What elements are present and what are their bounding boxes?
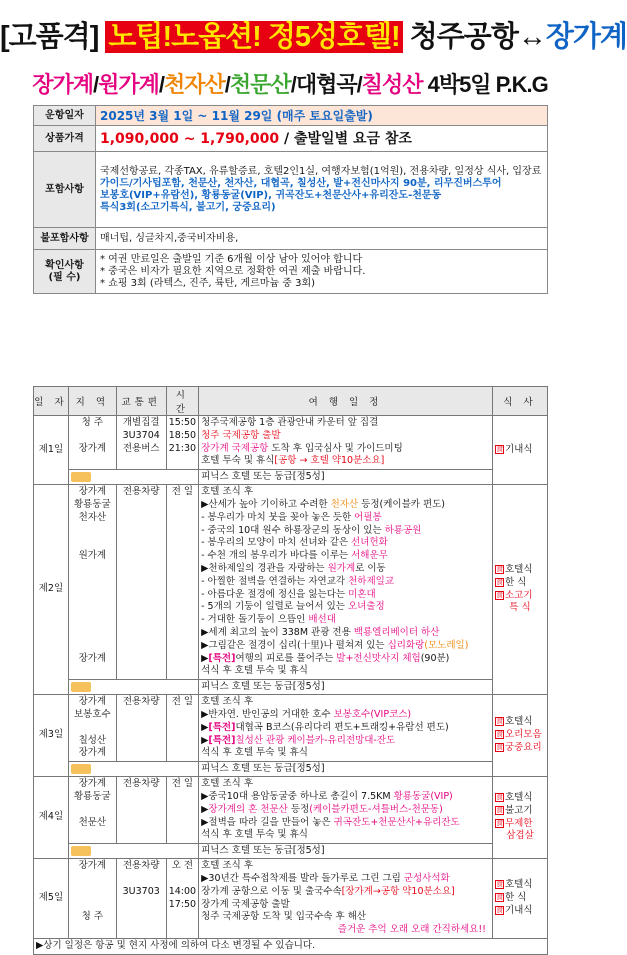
subtitle-part: 4박5일 P.K.G (422, 72, 548, 97)
itinerary-note: (VIP코스) (370, 708, 412, 720)
itinerary-text: 등정(케이블카 편도) (358, 498, 446, 510)
incl-label: 포함사항 (34, 152, 96, 228)
itinerary-highlight: 오녀출정 (348, 601, 385, 613)
day-label: 제4일 (34, 777, 69, 859)
itinerary-highlight: 황룡동굴(VIP) (393, 790, 453, 802)
incl-line: 국제선항공료, 각종TAX, 유류할증료, 호텔2인1실, 여행자보험(1억원), 전용차량, 일정상 식사, 입장료 (100, 165, 542, 177)
transport: 3U3703 (122, 885, 160, 897)
day-label: 제3일 (34, 695, 69, 777)
meal-icon: 食 (495, 805, 503, 814)
region: 칠성산 (78, 734, 107, 746)
hotel-icon (71, 682, 91, 692)
closing-message: 즐거운 추억 오래 오래 간직하세요!! (337, 924, 486, 936)
price-value: 1,090,000 ~ 1,790,000 (100, 130, 280, 147)
title-route-b: 장가계 (545, 21, 627, 53)
excl-value: 매너팁, 싱글차지,중국비자비용, (96, 228, 548, 250)
time: 전 일 (166, 695, 198, 762)
itinerary-text: 호텔 투숙 및 휴식 (201, 455, 275, 467)
meal-icon: 食 (495, 818, 503, 827)
col-header-transport: 교통편 (116, 387, 166, 416)
itinerary-highlight: 칠성산 관광 케이블카-유리전망대-잔도 (235, 734, 396, 746)
itinerary-line: 석식 후 호텔 투숙 및 휴식 (201, 829, 308, 841)
itinerary-text: ▶30년간 특수접착제를 발라 돌가루로 그린 그림 (201, 872, 404, 884)
region: 황룡동굴 (73, 498, 111, 510)
check-item: * 여권 만료일은 출발일 기준 6개월 이상 남아 있어야 합니다 (100, 253, 363, 265)
date-label: 운항일자 (34, 106, 96, 126)
region: 장가계 (78, 652, 107, 664)
meal-note: 삼겹살 (506, 830, 534, 842)
title-highlight: 노팁!노옵션! 정5성호텔! (105, 21, 402, 53)
check-item: * 중국은 비자가 필요한 지역으로 정확한 여권 제출 바랍니다. (100, 265, 366, 277)
subtitle-part: / (93, 72, 99, 97)
itinerary-note: [공항 → 호텔 약10분소요] (274, 455, 385, 467)
region (71, 576, 114, 589)
incl-line: 특식3회(소고기특식, 불고기, 궁중요리) (100, 201, 276, 213)
region: 황룡동굴 (73, 790, 111, 802)
region: 천문산 (78, 816, 107, 828)
region: 청 주 (81, 911, 104, 923)
region-list (68, 485, 116, 680)
itinerary-highlight: 보봉호수 (333, 708, 371, 720)
itinerary-text: (유리다리 편도+트래킹+유람선 편도) (290, 721, 449, 733)
hotel-icon (71, 764, 91, 774)
hotel-icon (71, 846, 91, 856)
meal-icon: 食 (495, 577, 503, 586)
price-note: / 출발일별 요금 참조 (279, 130, 412, 147)
itinerary-text: ▶절벽을 따라 길을 만들어 놓은 (201, 816, 334, 828)
meal: 食 한 식 (495, 576, 527, 588)
itinerary-text: ▶천하제일의 경관을 자랑하는 (201, 562, 328, 574)
itinerary-text: - 거대한 돌기둥이 으뜸인 (201, 614, 309, 626)
subtitle-part: / (356, 72, 362, 97)
meal: 食 기내식 (495, 904, 533, 916)
transport: 전용차량 (116, 695, 166, 762)
itinerary-note: (케이블카편도-셔틀버스-천문동) (309, 803, 443, 815)
col-header-itinerary: 여 행 일 정 (199, 387, 493, 416)
meal-icon: 食 (495, 590, 503, 599)
col-header-time: 시 간 (166, 387, 198, 416)
itinerary-highlight: 원가계 (327, 562, 356, 574)
meal-icon: 食 (495, 880, 503, 889)
meal-icon: 食 (495, 730, 503, 739)
transport: 개별집결 (122, 417, 160, 428)
hotel-info: 피닉스 호텔 또는 동급[정5성] (199, 470, 493, 485)
itinerary-text: ▶산세가 높아 기이하고 수려한 (201, 498, 331, 510)
meal: 食 기내식 (495, 443, 533, 455)
itinerary-text: ▶ (201, 803, 209, 815)
subtitle-part: / (224, 72, 230, 97)
itinerary-line: 청주국제공항 1층 관광안내 카운터 앞 집결 (201, 417, 379, 428)
hotel-icon (71, 472, 91, 482)
check-label: 확인사항 (45, 259, 84, 271)
itinerary-highlight: 장가계의 혼 천문산 (208, 803, 288, 815)
region (71, 640, 114, 653)
itinerary-highlight: 미혼대 (348, 588, 376, 600)
itinerary-note: [장가계→공항 약10분소요] (341, 885, 455, 897)
price-label: 상품가격 (34, 126, 96, 152)
itinerary-text: ▶세계 최고의 높이 338M 관광 전용 (201, 626, 354, 638)
page-title (0, 14, 627, 55)
itinerary-text: 장가계 공항으로 이동 및 출국수속 (201, 885, 342, 897)
hotel-info: 피닉스 호텔 또는 동급[정5성] (199, 844, 493, 859)
date-value: 2025년 3월 1일 ~ 11월 29일 (매주 토요일출발) (96, 106, 548, 126)
itinerary-highlight: 배선대 (308, 614, 336, 626)
region (71, 601, 114, 614)
meal: 食 한 식 (495, 892, 527, 904)
itinerary-highlight: 천하제일교 (348, 575, 394, 587)
itinerary-text: - 봉우리가 마치 붓을 꽂아 놓은 듯한 (201, 511, 355, 523)
region: 장가계 (78, 442, 107, 454)
itinerary-line: 청주 국제공항 도착 및 입국수속 후 해산 (201, 911, 367, 923)
subtitle-part: / (290, 72, 296, 97)
subtitle-part: 천자산 (164, 72, 225, 97)
itinerary-highlight: 귀곡잔도+천문산사+유리잔도 (333, 816, 460, 828)
col-header-region: 지 역 (68, 387, 116, 416)
itinerary-text: 도착 후 입국심사 및 가이드미팅 (268, 442, 403, 454)
subtitle-part: 원가계 (98, 72, 159, 97)
itinerary-line: 호텔 조식 후 (201, 696, 254, 708)
meal-icon: 食 (495, 743, 503, 752)
itinerary-text: - 중국의 10대 원수 하룡장군의 동상이 있는 (201, 524, 385, 536)
incl-line: 가이드/기사팁포함, 천문산, 천자산, 대협곡, 칠성산, 발+전신마사지 90분, 리무진버스투어 (100, 177, 502, 189)
title-bracket: [고품격] (0, 21, 99, 53)
meal: 食 호텔식 (495, 792, 533, 804)
meal: 食 불고기 (495, 804, 533, 816)
itinerary-text: 여행의 피로를 풀어주는 (235, 652, 337, 664)
region: 천자산 (78, 511, 107, 523)
region: 장가계 (78, 486, 107, 498)
itinerary-line: 호텔 조식 후 (201, 860, 254, 872)
region: 원가계 (78, 550, 107, 562)
meal: 食 호텔식 (495, 564, 533, 576)
transport: 3U3704 (122, 429, 160, 441)
meal: 食 오리모음 (495, 729, 542, 741)
itinerary-line: 석식 후 호텔 투숙 및 휴식 (201, 747, 308, 759)
itinerary-text: - 봉우리의 모양이 마치 선녀와 같은 (201, 537, 352, 549)
region: 장가계 (78, 747, 107, 759)
itinerary-text: 등정 (287, 803, 310, 815)
region (71, 525, 114, 538)
itinerary-text: (90분) (420, 652, 450, 664)
itinerary-highlight: 선녀헌화 (351, 537, 388, 549)
meal-icon: 食 (495, 793, 503, 802)
time: 17:50 (168, 898, 197, 910)
special-tag: [특전] (208, 721, 236, 733)
region: 청 주 (81, 417, 104, 428)
subtitle-part: 칠성산 (361, 72, 423, 97)
col-header-day: 일 자 (34, 387, 69, 416)
transport: 전용차량 (116, 777, 166, 844)
schedule-table (33, 386, 548, 955)
itinerary-highlight: 백룡엘리베이터 하산 (353, 626, 440, 638)
itinerary-text: 대협곡 B코스 (235, 721, 291, 733)
itinerary-highlight: 서해운무 (351, 550, 388, 562)
meal: 食 소고기 (495, 589, 533, 601)
itinerary-text: - 아찔한 절벽을 연결하는 자연교각 (201, 575, 349, 587)
itinerary-line: 호텔 조식 후 (201, 486, 254, 498)
region (71, 589, 114, 602)
itinerary-highlight: 십리화랑 (387, 639, 425, 651)
region (71, 563, 114, 576)
itinerary-highlight: 하룡공원 (384, 524, 422, 536)
meal: 食 호텔식 (495, 716, 533, 728)
title-route-a: 청주공항 (409, 21, 518, 53)
meal: 食 궁중요리 (495, 742, 542, 754)
meal-note: 특 식 (509, 602, 531, 614)
itinerary-text: - 5개의 기둥이 일렬로 늘어서 있는 (201, 601, 348, 613)
itinerary-text: ▶그림같은 절경이 십리(十里)나 펼쳐져 있는 (201, 639, 388, 651)
itinerary-text: ▶ (201, 734, 209, 746)
check-item: * 쇼핑 3회 (라텍스, 진주, 륙탄, 게르마늄 중 3회) (100, 277, 316, 289)
info-table (33, 105, 548, 294)
special-tag: [특전] (208, 734, 236, 746)
region: 보봉호수 (73, 708, 111, 720)
itinerary-text: ▶중국10대 용암동굴중 하나로 총길이 7.5KM (201, 790, 394, 802)
region (71, 627, 114, 640)
subtitle-part: / (158, 72, 165, 97)
itinerary-highlight: 어필봉 (354, 511, 382, 523)
title-arrow: ↔ (517, 21, 546, 53)
itinerary-line: 석식 후 호텔 투숙 및 휴식 (201, 665, 308, 677)
time: 18:50 (168, 429, 197, 441)
day-label: 제5일 (34, 859, 69, 939)
excl-label: 불포함사항 (34, 228, 96, 250)
meal-icon: 食 (495, 565, 503, 574)
meal: 食 무제한 (495, 817, 533, 829)
transport: 전용버스 (122, 442, 160, 454)
day-label: 제2일 (34, 485, 69, 695)
time: 전 일 (166, 485, 198, 680)
itinerary-highlight: 장가계 국제공항 (201, 442, 269, 454)
itinerary-text: ▶ (201, 721, 209, 733)
region: 장가계 (78, 860, 107, 872)
itinerary-line: 호텔 조식 후 (201, 778, 254, 790)
col-header-meal: 식 사 (492, 387, 547, 416)
time: 전 일 (166, 777, 198, 844)
time: 14:00 (168, 885, 197, 897)
meal-icon: 食 (495, 905, 503, 914)
meal-icon: 食 (495, 893, 503, 902)
meal-icon: 食 (495, 717, 503, 726)
region (71, 537, 114, 550)
itinerary-text: - 아름다운 절경에 정신을 잃는다는 (201, 588, 349, 600)
time: 15:50 (168, 417, 197, 428)
subtitle-part: 대협곡 (295, 72, 357, 97)
special-tag: [특전] (208, 652, 236, 664)
schedule-notice: ▶상기 일정은 항공 및 현지 사정에 의하여 다소 변경될 수 있습니다. (34, 938, 548, 954)
meal: 食 호텔식 (495, 879, 533, 891)
day-label: 제1일 (34, 416, 69, 485)
subtitle-part: 천문산 (229, 72, 291, 97)
itinerary-text: ▶반자연. 반인공의 거대한 호수 (201, 708, 334, 720)
time: 21:30 (168, 442, 197, 454)
hotel-info: 피닉스 호텔 또는 동급[정5성] (199, 680, 493, 695)
transport: 전용차량 (122, 860, 160, 872)
itinerary-line: 장가계 국제공항 출발 (201, 898, 290, 910)
itinerary-text: ▶ (201, 652, 209, 664)
itinerary-highlight: 군성사석화 (403, 872, 450, 884)
hotel-info: 피닉스 호텔 또는 동급[정5성] (199, 762, 493, 777)
itinerary-highlight: 발+전신맛사지 체험 (336, 652, 421, 664)
subtitle-part: 장가계 (32, 72, 94, 97)
itinerary-note: (모노레일) (424, 639, 469, 651)
itinerary-highlight: 천자산 (330, 498, 359, 510)
incl-line: 보봉호(VIP+유람선), 황룡동굴(VIP), 귀곡잔도+천문산사+유리잔도-천문동 (100, 189, 442, 201)
subtitle (0, 68, 580, 99)
itinerary-text: 로 이동 (355, 562, 386, 574)
meal-icon: 食 (495, 444, 503, 453)
itinerary-text: - 수천 개의 봉우리가 바다를 이루는 (201, 550, 352, 562)
region: 장가계 (78, 696, 107, 708)
region (71, 614, 114, 627)
check-label-sub: (필 수) (48, 271, 81, 283)
time: 오 전 (171, 860, 194, 872)
region: 장가계 (78, 778, 107, 790)
transport: 전용차량 (116, 485, 166, 680)
itinerary-line: 청주 국제공항 출발 (201, 429, 281, 441)
